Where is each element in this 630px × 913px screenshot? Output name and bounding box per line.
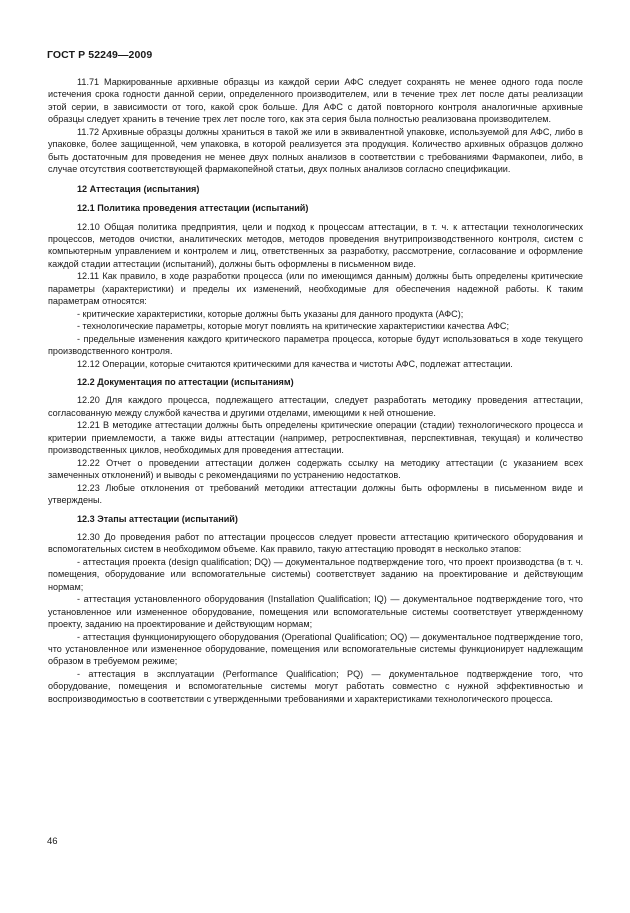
subsection-heading-12-2: 12.2 Документация по аттестации (испытаниям)	[77, 376, 294, 387]
paragraph-12-20: 12.20 Для каждого процесса, подлежащего аттестации, следует разработать методику проведения аттестации, согласованную между службой качества и другими отделами, имеющими к ней отношение.	[48, 395, 583, 418]
list-item: - аттестация в эксплуатации (Performance Qualification; PQ) — документальное подтверждение того, что оборудование, помещения и вспомогательные системы могут работать совместно с нужной эффективностью и воспроизводимостью в соответствии с утвержденными требованиями и характеристиками технологического процесса.	[48, 668, 583, 704]
list-item: - технологические параметры, которые могут повлиять на критические характеристики качества АФС;	[77, 321, 510, 332]
paragraph-11-72: 11.72 Архивные образцы должны храниться в такой же или в эквивалентной упаковке, используемой для АФС, либо в упаковке, более защищенной, чем упаковка, в которой реализуется эта продукция. Количество архивных образцов должно быть достаточным для проведения не менее двух полных анализов в соответствии с требованиями Фармакопеи, либо, в случае отсутствия соответствующей фармакопейной статьи, двух полных анализов согласно спецификации.	[48, 126, 583, 175]
paragraph-11-71: 11.71 Маркированные архивные образцы из каждой серии АФС следует сохранять не менее одного года после истечения срока годности данной серии, определенного производителем, или в течение трех лет после даты реализации этой серии, в зависимости от того, какой срок больше. Для АФС с датой повторного контроля аналогичные архивные образцы следует хранить в течение трех лет после того, как эта серия была полностью реализована производителем.	[48, 77, 583, 125]
list-item: - предельные изменения каждого критического параметра процесса, которые будут использоваться в ходе текущего производственного контроля.	[48, 333, 583, 357]
document-header: ГОСТ Р 52249—2009	[47, 49, 153, 61]
paragraph-12-11: 12.11 Как правило, в ходе разработки процесса (или по имеющимся данным) должны быть определены критические параметры (характеристики) и пределы их изменений, необходимые для обеспечения надежной работы. К таким параметрам относятся:	[48, 271, 583, 307]
document-body	[48, 76, 583, 705]
list-item: - аттестация установленного оборудования (Installation Qualification; IQ) — документальное подтверждение того, что установленное или измененное оборудование, помещения или вспомогательные системы соответствует утвержденному проекту, заданию на проектирование и действующим нормам;	[48, 594, 583, 630]
list-item: - критические характеристики, которые должны быть указаны для данного продукта (АФС);	[77, 308, 464, 319]
subsection-heading-12-3: 12.3 Этапы аттестации (испытаний)	[77, 513, 238, 524]
paragraph-12-23: 12.23 Любые отклонения от требований методики аттестации должны быть оформлены в письменном виде и утверждены.	[48, 482, 583, 506]
paragraph-12-22: 12.22 Отчет о проведении аттестации должен содержать ссылку на методику аттестации (с указанием всех замеченных отклонений) и выводы с рекомендациями по устранению недостатков.	[48, 457, 583, 481]
list-item: - аттестация проекта (design qualification; DQ) — документальное подтверждение того, что проект производства (в т. ч. помещения, оборудование или вспомогательные системы) соответствует заданию на проектирование и действующим нормам;	[48, 556, 583, 592]
paragraph-12-21: 12.21 В методике аттестации должны быть определены критические операции (стадии) технологического процесса и критерии приемлемости, а также виды аттестации (например, ретроспективная, перспективная, текущая) и количество производственных циклов, необходимых для проведения аттестации.	[48, 420, 583, 456]
section-heading-12: 12 Аттестация (испытания)	[77, 183, 200, 194]
paragraph-12-30: 12.30 До проведения работ по аттестации процессов следует провести аттестацию критического оборудования и вспомогательных систем в необходимом объеме. Как правило, такую аттестацию проводят в несколько этапов:	[48, 531, 583, 555]
list-item: - аттестация функционирующего оборудования (Operational Qualification; OQ) — документальное подтверждение того, что установленное или измененное оборудование, помещения или вспомогательные системы функционирует надлежащим образом в требуемом режиме;	[48, 631, 583, 667]
subsection-heading-12-1: 12.1 Политика проведения аттестации (испытаний)	[77, 203, 309, 214]
paragraph-12-12: 12.12 Операции, которые считаются критическими для качества и чистоты АФС, подлежат аттестации.	[77, 358, 513, 369]
page-number: 46	[47, 836, 58, 847]
paragraph-12-10: 12.10 Общая политика предприятия, цели и подход к процессам аттестации, в т. ч. к аттестации технологических процессов, методов очистки, аналитических методов, методов проведения внутрипроизводственного контроля, систем с компьютерным управлением и контролем и лиц, ответственных за разработку, рассмотрение, согласование и оформление каждой стадии аттестации (испытаний), должны быть оформлены в письменном виде.	[48, 221, 583, 269]
